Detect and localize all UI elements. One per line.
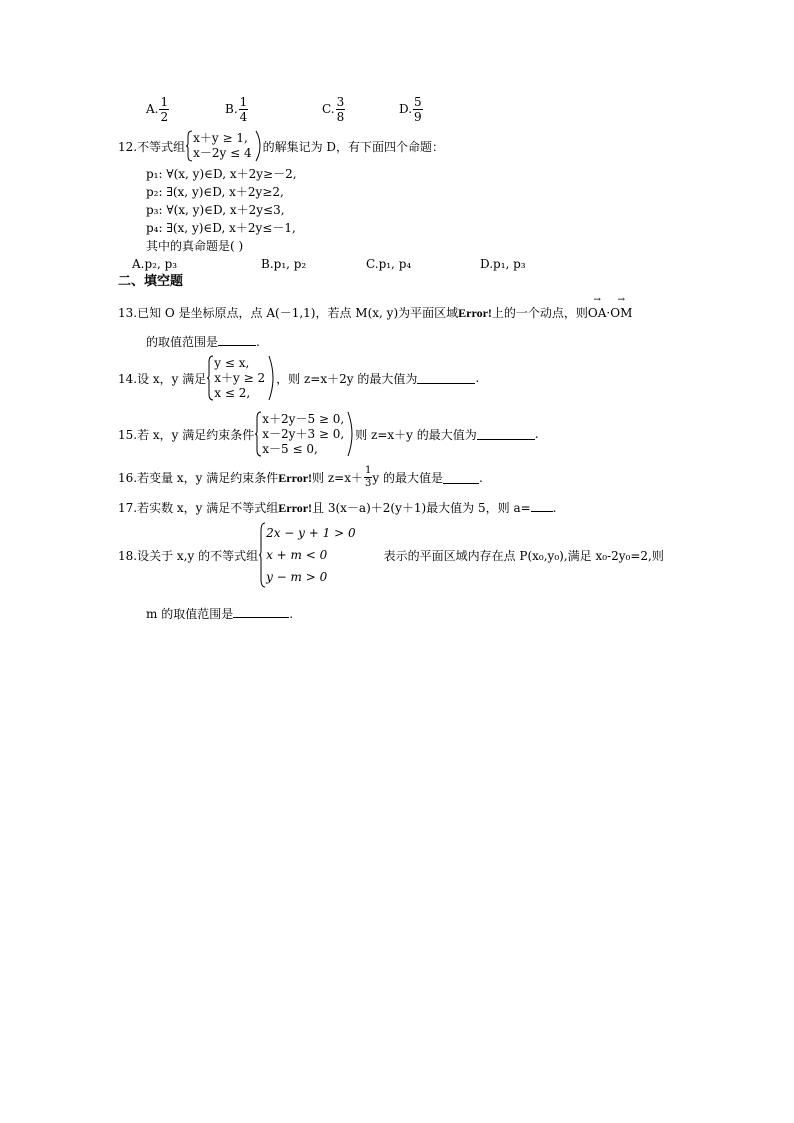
q11-option-b[interactable]: B. $\frac{1}{4}$ xyxy=(225,95,248,124)
answer-blank[interactable] xyxy=(477,428,535,440)
vector-oa: → OA xyxy=(588,307,607,319)
q11-option-c[interactable]: C. $\frac{3}{8}$ xyxy=(322,95,345,124)
q12-option-b[interactable]: B.p₁, p₂ xyxy=(261,257,307,271)
inequality-line: 2x − y + 1 > 0 xyxy=(266,526,356,540)
q12-question: 其中的真命题是( ) xyxy=(146,239,244,253)
q12-p4: p₄: ∃(x, y)∈D, x＋2y≤－1, xyxy=(146,221,296,235)
inequality-line: x－2y＋3 ≥ 0, xyxy=(262,426,345,441)
q12-option-a[interactable]: A.p₂, p₃ xyxy=(132,257,178,271)
inequality-line: x + m < 0 xyxy=(266,548,328,562)
error-text: Error! xyxy=(278,501,313,515)
fraction: $\frac{1}{2}$ xyxy=(160,95,169,124)
answer-blank[interactable] xyxy=(531,500,553,512)
q11-option-d[interactable]: D. $\frac{5}{9}$ xyxy=(399,95,422,124)
vector-om: → OM xyxy=(610,307,632,319)
q18-stem: 18.设关于 x,y 的不等式组 2x − y + 1 > 0 x + m < 0 y − m > 0 表示的平面区域内存在点 P(x₀,y₀),满足 x₀-2y₀=2,则 xyxy=(118,522,664,588)
q12-p1: p₁: ∀(x, y)∈D, x＋2y≥－2, xyxy=(146,167,297,181)
inequality-line: x－2y ≤ 4 xyxy=(193,146,252,160)
answer-blank[interactable] xyxy=(443,472,479,484)
fraction: $\frac{1}{3}$ xyxy=(365,465,372,489)
inequality-line: x ≤ 2, xyxy=(214,385,251,400)
q17-stem: 17.若实数 x，y 满足不等式组Error!且 3(x－a)＋2(y＋1)最大值为 5，则 a= . xyxy=(118,501,557,515)
answer-blank[interactable] xyxy=(218,334,256,346)
inequality-line: y − m > 0 xyxy=(266,570,328,584)
error-text: Error! xyxy=(278,470,313,485)
right-paren-icon xyxy=(347,411,355,457)
q18-line2: m 的取值范围是 . xyxy=(146,607,294,621)
q12-option-c[interactable]: C.p₁, p₄ xyxy=(366,257,412,271)
inequality-line: x－5 ≤ 0, xyxy=(262,441,318,456)
q16-stem: 16.若变量 x，y 满足约束条件 Error! 则 z=x＋ $\frac{1}{3}$ y 的最大值是 . xyxy=(118,465,483,489)
fraction: $\frac{5}{9}$ xyxy=(414,95,422,124)
right-paren-icon xyxy=(268,355,276,401)
fraction: $\frac{3}{8}$ xyxy=(336,95,345,124)
inequality-line: y ≤ x, xyxy=(214,355,250,370)
q12-stem: 12.不等式组 x＋y ≥ 1, x－2y ≤ 4 的解集记为 D，有下面四个命题： xyxy=(118,131,445,160)
right-paren-icon xyxy=(255,130,263,162)
q12-p2: p₂: ∃(x, y)∈D, x＋2y≥2, xyxy=(146,185,284,199)
inequality-line: x＋y ≥ 2 xyxy=(214,370,266,385)
left-brace-icon xyxy=(258,522,266,588)
q13-line1: 13.已知 O 是坐标原点，点 A(－1,1)，若点 M(x, y)为平面区域Error!上的一个动点，则→ OA·→ OM xyxy=(118,307,632,319)
q13-line2: 的取值范围是 . xyxy=(146,335,260,349)
fraction: $\frac{1}{4}$ xyxy=(239,95,248,124)
inequality-line: x＋y ≥ 1, xyxy=(193,131,248,145)
section-title: 二、填空题 xyxy=(118,274,184,289)
q11-option-a[interactable]: A. $\frac{1}{2}$ xyxy=(146,95,169,124)
error-text: Error! xyxy=(458,306,492,320)
left-brace-icon xyxy=(185,130,193,162)
q14-stem: 14.设 x，y 满足 y ≤ x, x＋y ≥ 2 x ≤ 2, ，则 z=x＋2y 的最大值为 . xyxy=(118,355,480,400)
answer-blank[interactable] xyxy=(417,372,475,384)
left-brace-icon xyxy=(254,411,262,457)
q12-p3: p₃: ∀(x, y)∈D, x＋2y≤3, xyxy=(146,203,285,217)
inequality-line: x＋2y－5 ≥ 0, xyxy=(262,411,345,426)
q15-stem: 15.若 x，y 满足约束条件 x＋2y－5 ≥ 0, x－2y＋3 ≥ 0, x－5 ≤ 0, 则 z=x＋y 的最大值为 . xyxy=(118,411,539,456)
answer-blank[interactable] xyxy=(233,606,289,618)
q12-option-d[interactable]: D.p₁, p₃ xyxy=(480,257,526,271)
left-brace-icon xyxy=(206,355,214,401)
